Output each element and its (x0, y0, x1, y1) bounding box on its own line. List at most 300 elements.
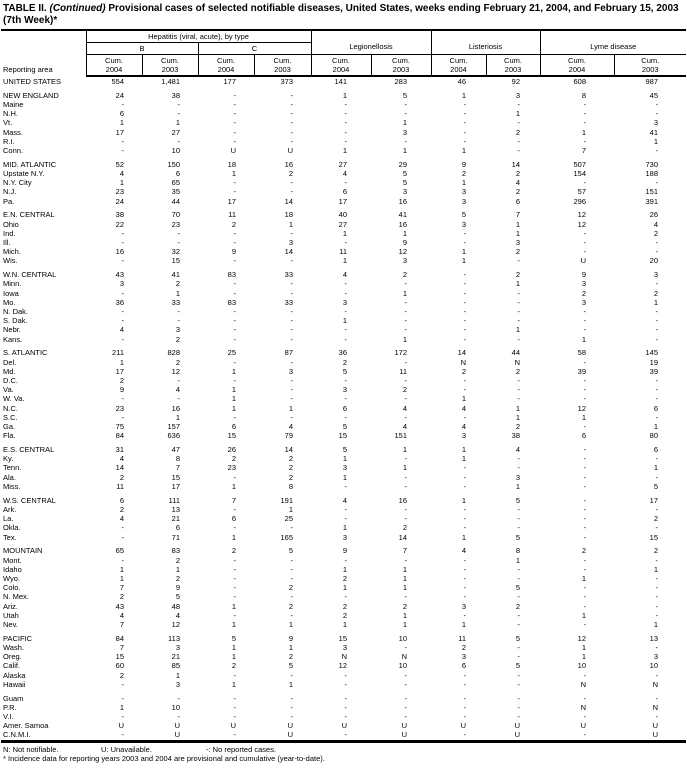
row-label: Guam (3, 693, 24, 703)
table-cell: 2 (461, 642, 466, 652)
table-cell: 2 (581, 546, 586, 556)
table-cell: 1 (402, 146, 407, 156)
table-cell: 3 (581, 297, 586, 307)
table-cell: - (290, 693, 293, 703)
table-cell: 4 (461, 422, 466, 432)
table-cell: 1 (515, 555, 520, 565)
table-cell: 3 (461, 196, 466, 206)
table-cell: 145 (645, 348, 658, 358)
table-row (1, 652, 686, 661)
column-group-legionellosis: Legionellosis (311, 30, 431, 55)
table-cell: 4 (288, 422, 293, 432)
table-cell: - (233, 583, 236, 593)
table-cell: - (583, 601, 586, 611)
table-cell: - (233, 376, 236, 386)
table-cell: - (655, 693, 658, 703)
table-cell: 41 (171, 270, 180, 280)
table-cell: - (655, 523, 658, 533)
table-cell: 2 (461, 169, 466, 179)
table-cell: 15 (171, 256, 180, 266)
table-cell: - (233, 555, 236, 565)
table-cell: 3 (342, 297, 347, 307)
table-cell: 6 (175, 523, 180, 533)
table-cell: N (580, 702, 586, 712)
table-cell: 2 (515, 270, 520, 280)
table-cell: 2 (288, 583, 293, 593)
table-cell: 1 (515, 403, 520, 413)
table-cell: - (583, 178, 586, 188)
table-cell: 8 (515, 546, 520, 556)
table-cell: 11 (339, 247, 347, 257)
table-cell: - (517, 711, 520, 721)
table-cell: - (344, 288, 347, 298)
table-cell: - (233, 523, 236, 533)
table-cell: 14 (115, 463, 124, 473)
table-cell: 17 (649, 495, 658, 505)
table-cell: - (583, 136, 586, 146)
table-cell: 14 (398, 532, 407, 542)
table-cell: - (583, 100, 586, 109)
table-cell: 9 (231, 247, 236, 257)
table-cell: 58 (577, 348, 586, 358)
table-cell: 5 (515, 583, 520, 593)
row-label: Conn. (3, 146, 24, 156)
table-cell: - (290, 109, 293, 119)
table-cell: - (517, 523, 520, 533)
table-cell: 1 (461, 178, 466, 188)
table-cell: - (233, 256, 236, 266)
table-cell: 4 (119, 169, 124, 179)
table-cell: - (463, 127, 466, 137)
table-cell: 3 (175, 325, 180, 335)
table-cell: - (290, 702, 293, 712)
row-label: Ala. (3, 472, 16, 482)
row-label: C.N.M.I. (3, 730, 31, 740)
table-cell: 2 (288, 601, 293, 611)
table-cell: - (463, 100, 466, 109)
table-cell: - (655, 592, 658, 602)
table-cell: U (174, 730, 180, 740)
table-cell: - (404, 100, 407, 109)
table-cell: 4 (342, 495, 347, 505)
table-cell: 6 (653, 403, 658, 413)
table-cell: - (404, 325, 407, 335)
table-cell: - (583, 730, 586, 740)
table-cell: 12 (577, 403, 586, 413)
table-row (1, 533, 686, 542)
table-cell: 3 (461, 431, 466, 441)
table-cell: - (121, 679, 124, 689)
table-cell: 4 (461, 546, 466, 556)
table-row (1, 270, 686, 279)
table-cell: 6 (231, 422, 236, 432)
row-label: P.R. (3, 702, 17, 712)
table-cell: 8 (581, 90, 586, 100)
table-row (1, 602, 686, 611)
table-cell: 2 (402, 270, 407, 280)
table-cell: - (583, 583, 586, 593)
row-label: Mont. (3, 555, 22, 565)
table-cell: 5 (461, 210, 466, 220)
table-body (1, 76, 686, 741)
table-cell: - (463, 228, 466, 238)
table-cell: - (344, 693, 347, 703)
table-cell: - (233, 307, 236, 317)
table-cell: - (463, 514, 466, 524)
table-cell: 18 (284, 210, 293, 220)
row-label: Nebr. (3, 325, 21, 335)
table-cell: - (463, 307, 466, 317)
table-cell: 3 (175, 642, 180, 652)
table-cell: - (233, 610, 236, 620)
table-cell: 3 (288, 366, 293, 376)
table-cell: 6 (231, 514, 236, 524)
table-row (1, 394, 686, 403)
table-cell: 1 (461, 445, 466, 455)
table-cell: 1 (288, 619, 293, 629)
table-cell: - (517, 316, 520, 326)
table-cell: - (583, 247, 586, 257)
table-cell: - (121, 523, 124, 533)
table-cell: - (177, 316, 180, 326)
table-cell: 3 (461, 601, 466, 611)
table-cell: 5 (288, 546, 293, 556)
table-cell: - (344, 100, 347, 109)
table-cell: - (583, 357, 586, 367)
column-subgroup-hepatitis-b: B (86, 43, 198, 55)
table-cell: 2 (288, 463, 293, 473)
table-cell: - (463, 564, 466, 574)
table-cell: 1 (653, 297, 658, 307)
table-cell: - (517, 679, 520, 689)
table-row (1, 556, 686, 565)
table-cell: 6 (653, 445, 658, 455)
table-cell: - (404, 316, 407, 326)
table-cell: 2 (119, 592, 124, 602)
row-label: Amer. Samoa (3, 721, 49, 731)
table-cell: 5 (515, 532, 520, 542)
table-cell: - (583, 481, 586, 491)
table-cell: 1 (402, 334, 407, 344)
table-cell: - (463, 730, 466, 740)
table-cell: - (290, 592, 293, 602)
table-cell: - (583, 514, 586, 524)
table-cell: 3 (342, 385, 347, 395)
table-cell: - (463, 297, 466, 307)
table-cell: - (121, 555, 124, 565)
table-cell: - (463, 325, 466, 335)
table-cell: 113 (168, 633, 180, 643)
column-header-legionellosis-cum-2004: Cum. 2004 (311, 55, 371, 77)
row-label: Fla. (3, 431, 16, 441)
column-header-hep-c-cum-2003: Cum. 2003 (254, 55, 311, 77)
table-cell: - (344, 325, 347, 335)
table-cell: - (583, 523, 586, 533)
table-cell: 9 (175, 583, 180, 593)
table-cell: 65 (171, 178, 180, 188)
table-cell: 507 (573, 159, 586, 169)
table-cell: 2 (515, 169, 520, 179)
table-cell: 23 (171, 219, 180, 229)
row-label: Pa. (3, 196, 15, 206)
row-label: N. Mex. (3, 592, 29, 602)
table-cell: 1 (402, 610, 407, 620)
table-cell: 1 (342, 564, 347, 574)
table-cell: - (655, 711, 658, 721)
table-cell: 3 (461, 652, 466, 662)
table-cell: 1 (515, 325, 520, 335)
table-cell: - (121, 307, 124, 317)
table-cell: U (514, 730, 520, 740)
table-cell: 83 (227, 270, 236, 280)
table-row (1, 256, 686, 265)
table-cell: 6 (119, 495, 124, 505)
table-cell: - (463, 592, 466, 602)
table-cell: 1 (402, 463, 407, 473)
table-cell: 3 (461, 219, 466, 229)
table-cell: - (404, 642, 407, 652)
table-row (1, 178, 686, 187)
table-cell: 17 (115, 366, 124, 376)
table-row (1, 634, 686, 643)
table-cell: 154 (573, 169, 586, 179)
table-cell: 4 (342, 270, 347, 280)
table-cell: - (121, 412, 124, 422)
table-cell: 1 (653, 619, 658, 629)
table-cell: 3 (342, 463, 347, 473)
table-cell: 85 (171, 661, 180, 671)
row-label: Okla. (3, 523, 21, 533)
row-label: Upstate N.Y. (3, 169, 45, 179)
table-cell: 6 (342, 403, 347, 413)
table-row (1, 413, 686, 422)
table-cell: 6 (119, 109, 124, 119)
table-row (1, 229, 686, 238)
table-cell: - (517, 670, 520, 680)
table-cell: - (517, 610, 520, 620)
table-cell: - (517, 297, 520, 307)
table-cell: 1 (461, 619, 466, 629)
table-cell: 57 (577, 187, 586, 197)
table-row (1, 505, 686, 514)
table-cell: - (655, 279, 658, 289)
table-cell: 2 (175, 334, 180, 344)
table-cell: - (290, 136, 293, 146)
table-cell: - (177, 711, 180, 721)
table-cell: - (344, 702, 347, 712)
table-cell: - (583, 532, 586, 542)
table-cell: - (517, 504, 520, 514)
table-cell: 111 (168, 495, 180, 505)
table-cell: - (290, 523, 293, 533)
table-cell: - (233, 118, 236, 128)
table-cell: 1 (175, 288, 180, 298)
table-cell: 92 (511, 77, 520, 86)
row-label: Wyo. (3, 573, 21, 583)
table-cell: - (404, 454, 407, 464)
table-cell: - (233, 504, 236, 514)
table-cell: - (655, 454, 658, 464)
table-row (1, 620, 686, 629)
table-cell: 10 (577, 661, 586, 671)
table-row (1, 197, 686, 206)
row-label: Mo. (3, 297, 16, 307)
table-cell: 16 (115, 247, 124, 257)
table-cell: 1 (402, 573, 407, 583)
table-cell: - (233, 412, 236, 422)
table-cell: 2 (402, 601, 407, 611)
table-cell: 12 (171, 619, 180, 629)
table-cell: 12 (171, 366, 180, 376)
disease-table (1, 29, 686, 743)
row-label: W.N. CENTRAL (3, 270, 57, 280)
table-cell: - (121, 693, 124, 703)
table-cell: 2 (653, 228, 658, 238)
table-cell: - (233, 90, 236, 100)
table-row (1, 128, 686, 137)
table-cell: - (344, 504, 347, 514)
table-cell: - (121, 228, 124, 238)
table-cell: 1 (515, 109, 520, 119)
table-row (1, 316, 686, 325)
table-cell: 5 (342, 366, 347, 376)
table-cell: - (177, 376, 180, 386)
table-cell: - (517, 376, 520, 386)
row-label: Mich. (3, 247, 21, 257)
table-cell: 31 (115, 445, 124, 455)
table-cell: - (655, 504, 658, 514)
table-row (1, 712, 686, 721)
table-cell: - (177, 228, 180, 238)
table-cell: N (652, 702, 658, 712)
table-cell: - (233, 711, 236, 721)
table-cell: 2 (402, 385, 407, 395)
table-cell: 2 (342, 601, 347, 611)
table-row (1, 565, 686, 574)
table-cell: - (583, 463, 586, 473)
table-cell: - (344, 127, 347, 137)
table-cell: 1 (402, 228, 407, 238)
table-row (1, 721, 686, 730)
table-cell: 39 (649, 366, 658, 376)
table-cell: 24 (115, 196, 124, 206)
table-cell: U (401, 721, 407, 731)
table-cell: 150 (167, 159, 180, 169)
table-cell: 5 (402, 178, 407, 188)
table-cell: 19 (649, 357, 658, 367)
table-cell: - (463, 376, 466, 386)
table-row (1, 307, 686, 316)
table-cell: 6 (175, 169, 180, 179)
table-cell: 12 (338, 661, 347, 671)
table-title-text: Provisional cases of selected notifiable diseases, United States, weeks ending February 21, 2004, and February 15, 2003 (7th Week)* (3, 3, 679, 26)
row-label: Wash. (3, 642, 24, 652)
table-cell: 1 (231, 619, 236, 629)
table-cell: 10 (398, 633, 407, 643)
table-cell: 1 (288, 219, 293, 229)
table-cell: 4 (175, 385, 180, 395)
table-cell: 4 (515, 445, 520, 455)
table-cell: - (344, 118, 347, 128)
table-cell: - (404, 481, 407, 491)
table-header (1, 30, 686, 76)
table-cell: - (290, 711, 293, 721)
table-cell: U (460, 721, 466, 731)
table-cell: - (344, 412, 347, 422)
table-cell: - (177, 238, 180, 248)
table-cell: - (583, 670, 586, 680)
table-cell: 9 (119, 385, 124, 395)
table-cell: U (652, 721, 658, 731)
table-cell: 10 (171, 702, 180, 712)
table-cell: - (404, 670, 407, 680)
column-subgroup-hepatitis-c: C (198, 43, 311, 55)
table-cell: - (583, 693, 586, 703)
table-cell: U (174, 721, 180, 731)
row-label: La. (3, 514, 14, 524)
table-cell: - (233, 279, 236, 289)
table-cell: - (290, 90, 293, 100)
table-cell: - (404, 297, 407, 307)
table-cell: N (652, 679, 658, 689)
table-cell: - (121, 730, 124, 740)
table-cell: 6 (342, 187, 347, 197)
table-cell: - (290, 385, 293, 395)
table-row (1, 694, 686, 703)
table-row (1, 358, 686, 367)
table-cell: 1 (581, 127, 586, 137)
table-cell: - (463, 555, 466, 565)
table-cell: 1 (581, 610, 586, 620)
table-cell: 4 (119, 514, 124, 524)
row-label: Minn. (3, 279, 22, 289)
table-cell: 15 (338, 431, 347, 441)
table-cell: - (655, 642, 658, 652)
table-cell: - (404, 711, 407, 721)
table-cell: - (290, 334, 293, 344)
table-cell: 70 (171, 210, 180, 220)
table-cell: 1 (515, 481, 520, 491)
table-cell: - (233, 187, 236, 197)
table-cell: - (655, 238, 658, 248)
table-cell: 188 (645, 169, 658, 179)
table-cell: 1 (402, 445, 407, 455)
table-cell: - (583, 711, 586, 721)
table-cell: - (344, 592, 347, 602)
table-row (1, 385, 686, 394)
table-cell: - (404, 555, 407, 565)
row-label: Ga. (3, 422, 16, 432)
table-cell: - (404, 136, 407, 146)
table-cell: 14 (511, 159, 520, 169)
table-cell: - (583, 385, 586, 395)
table-row (1, 238, 686, 247)
table-row (1, 514, 686, 523)
table-cell: 3 (119, 279, 124, 289)
table-cell: 3 (515, 90, 520, 100)
row-label: PACIFIC (3, 633, 33, 643)
table-cell: - (655, 334, 658, 344)
table-cell: - (233, 178, 236, 188)
table-cell: - (404, 307, 407, 317)
table-cell: 2 (175, 555, 180, 565)
table-cell: - (344, 136, 347, 146)
table-cell: 1 (342, 256, 347, 266)
table-cell: 38 (511, 431, 520, 441)
table-cell: 2 (119, 472, 124, 482)
table-cell: - (517, 288, 520, 298)
table-row (1, 187, 686, 196)
